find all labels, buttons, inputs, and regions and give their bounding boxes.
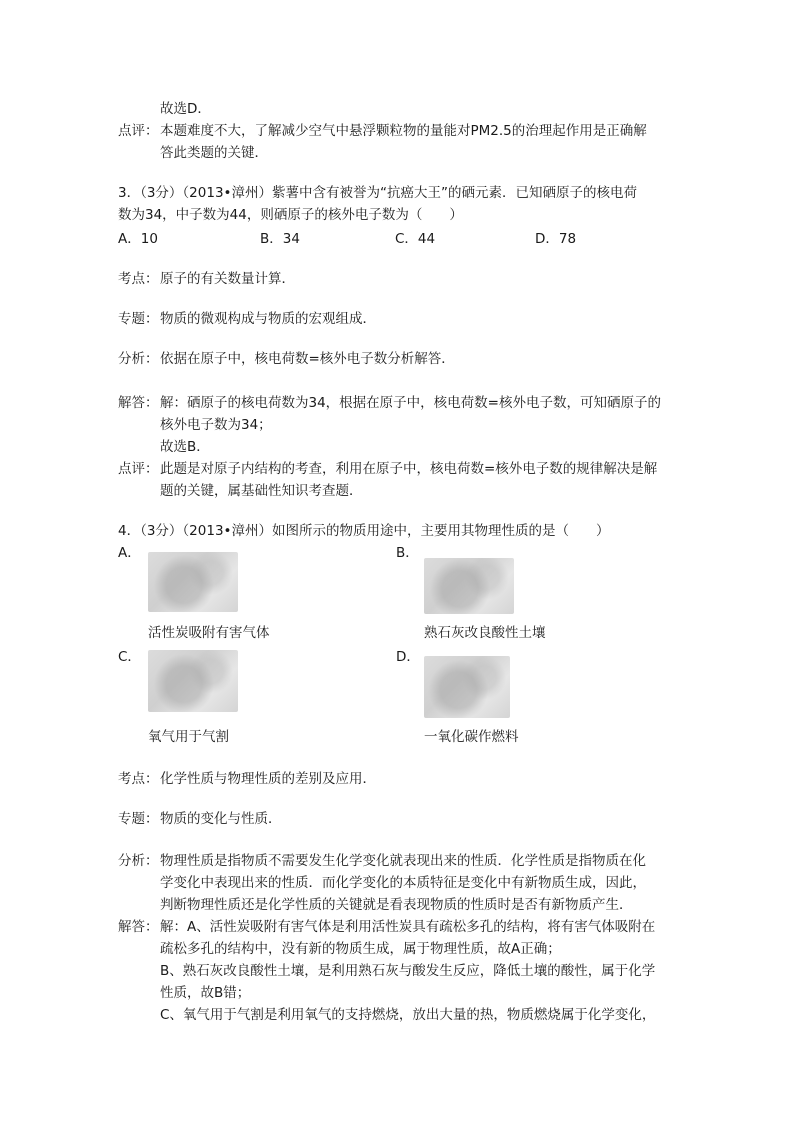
q4-option-c-caption: 氧气用于气割 (148, 729, 229, 745)
q4-point: 考点： 化学性质与物理性质的差别及应用． (118, 771, 376, 787)
q3-stem-line-2: 数为34，中子数为44，则硒原子的核外电子数为（ ） (118, 207, 463, 223)
q3-option-c: C．44 (395, 231, 436, 247)
q3-point: 考点： 原子的有关数量计算． (118, 271, 295, 287)
q3-option-d: D．78 (535, 231, 577, 247)
q4-solution-line-3: B、熟石灰改良酸性土壤，是利用熟石灰与酸发生反应，降低土壤的酸性，属于化学 (160, 963, 656, 979)
q3-analysis: 分析： 依据在原子中，核电荷数=核外电子数分析解答． (118, 351, 455, 367)
q3-topic: 专题： 物质的微观构成与物质的宏观组成． (118, 311, 376, 327)
activated-carbon-image (148, 552, 238, 612)
comment-line-1: 点评： 本题难度不大，了解减少空气中悬浮颗粒物的量能对PM2.5的治理起作用是正确解 (118, 120, 647, 142)
comment-line-2: 答此类题的关键． (160, 145, 268, 161)
carbon-monoxide-fuel-image (424, 656, 510, 718)
q4-option-c-label: C． (118, 649, 141, 665)
q4-stem: 4．（3分）（2013•漳州）如图所示的物质用途中，主要用其物理性质的是（ ） (118, 523, 610, 539)
q4-analysis-line-2: 学变化中表现出来的性质．而化学变化的本质特征是变化中有新物质生成，因此， (160, 875, 646, 891)
q4-solution-line-1: 解答： 解：A、活性炭吸附有害气体是利用活性炭具有疏松多孔的结构，将有害气体吸附在 (118, 919, 656, 935)
q3-option-a: A．10 (118, 231, 158, 247)
q4-solution-line-5: C、氧气用于气割是利用氧气的支持燃烧，放出大量的热，物质燃烧属于化学变化， (160, 1007, 656, 1023)
q4-analysis-line-1: 分析： 物理性质是指物质不需要发生化学变化就表现出来的性质．化学性质是指物质在化 (118, 853, 646, 869)
q3-comment-line-1: 点评： 此题是对原子内结构的考查，利用在原子中，核电荷数=核外电子数的规律解决是解 (118, 461, 658, 477)
q4-option-a-label: A． (118, 545, 141, 561)
slaked-lime-image (424, 558, 514, 614)
q3-stem-line-1: 3．（3分）（2013•漳州）紫薯中含有被誉为“抗癌大王”的硒元素．已知硒原子的核电荷 (118, 185, 637, 201)
q3-solution-line-1: 解答： 解：硒原子的核电荷数为34，根据在原子中，核电荷数=核外电子数，可知硒原子的 (118, 395, 661, 411)
q4-option-d-caption: 一氧化碳作燃料 (424, 729, 519, 745)
q4-option-a-caption: 活性炭吸附有害气体 (148, 625, 270, 641)
q3-option-b: B．34 (260, 231, 300, 247)
q4-analysis-line-3: 判断物理性质还是化学性质的关键就是看表现物质的性质时是否有新物质产生． (160, 897, 633, 913)
q4-option-b-label: B． (396, 545, 419, 561)
q3-solution-line-3: 故选B． (160, 439, 210, 455)
q3-solution-line-2: 核外电子数为34； (160, 417, 272, 433)
oxygen-cutting-image (148, 650, 238, 712)
q4-option-d-label: D． (396, 649, 420, 665)
q4-option-b-caption: 熟石灰改良酸性土壤 (424, 625, 546, 641)
comment-label: 点评： (118, 123, 159, 139)
answer-line: 故选D． (160, 101, 211, 117)
q4-solution-line-2: 疏松多孔的结构中，没有新的物质生成，属于物理性质，故A正确； (160, 941, 561, 957)
q4-topic: 专题： 物质的变化与性质． (118, 811, 282, 827)
q3-comment-line-2: 题的关键，属基础性知识考查题． (160, 483, 363, 499)
q4-solution-line-4: 性质，故B错； (160, 985, 251, 1001)
